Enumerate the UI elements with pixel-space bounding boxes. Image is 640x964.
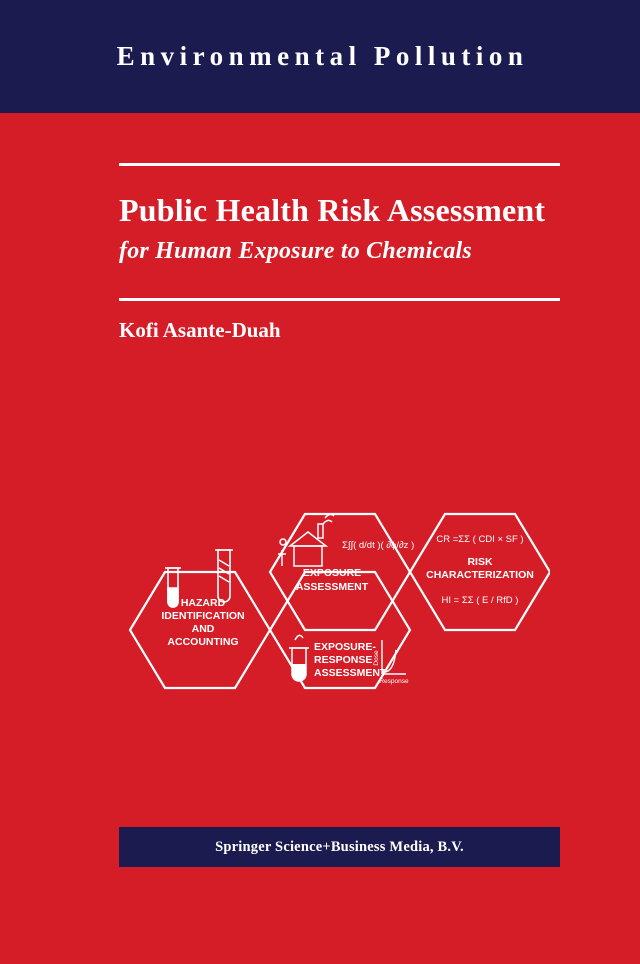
- publisher-band: [119, 827, 560, 867]
- risk-formula-top: [436, 534, 523, 545]
- house-emission-icon: [278, 514, 334, 566]
- svg-text:IDENTIFICATION: IDENTIFICATION: [161, 610, 245, 622]
- publisher-name: Springer Science+Business Media, B.V.: [215, 838, 464, 855]
- svg-text:HI = ΣΣ ( E / RfD ): HI = ΣΣ ( E / RfD ): [441, 595, 519, 606]
- svg-text:CR =ΣΣ ( CDI × SF ): CR =ΣΣ ( CDI × SF ): [436, 534, 524, 545]
- hexagon-risk-label: [426, 556, 534, 581]
- risk-formula-bottom: [442, 595, 519, 606]
- svg-text:Response: Response: [379, 678, 409, 685]
- svg-text:EXPOSURE-: EXPOSURE-: [314, 641, 376, 653]
- divider-top: [119, 163, 560, 166]
- svg-text:RESPONSE: RESPONSE: [314, 654, 373, 666]
- svg-text:Σ∫∫( d/dt )( ∂ϕ/∂z ): Σ∫∫( d/dt )( ∂ϕ/∂z ): [342, 540, 415, 551]
- svg-text:AND: AND: [191, 623, 215, 635]
- svg-text:Dose: Dose: [373, 650, 380, 666]
- svg-text:ASSESSMENT: ASSESSMENT: [295, 581, 369, 593]
- divider-middle: [119, 298, 560, 301]
- author-name: Kofi Asante-Duah: [119, 318, 281, 342]
- svg-text:CHARACTERIZATION: CHARACTERIZATION: [426, 569, 534, 581]
- page-title: Public Health Risk Assessment: [119, 192, 546, 228]
- series-title: Environmental Pollution: [116, 41, 529, 71]
- svg-text:ACCOUNTING: ACCOUNTING: [167, 636, 239, 648]
- svg-text:EXPOSURE: EXPOSURE: [302, 567, 362, 579]
- svg-text:RISK: RISK: [467, 556, 493, 568]
- beaker-icon: [289, 635, 309, 681]
- svg-text:ASSESSMENT: ASSESSMENT: [314, 667, 387, 679]
- hexagon-exposure-label: [296, 567, 369, 593]
- page-subtitle: for Human Exposure to Chemicals: [119, 238, 472, 264]
- svg-text:HAZARD: HAZARD: [180, 597, 226, 609]
- risk-assessment-diagram: [110, 480, 550, 780]
- exposure-formula: [342, 540, 414, 551]
